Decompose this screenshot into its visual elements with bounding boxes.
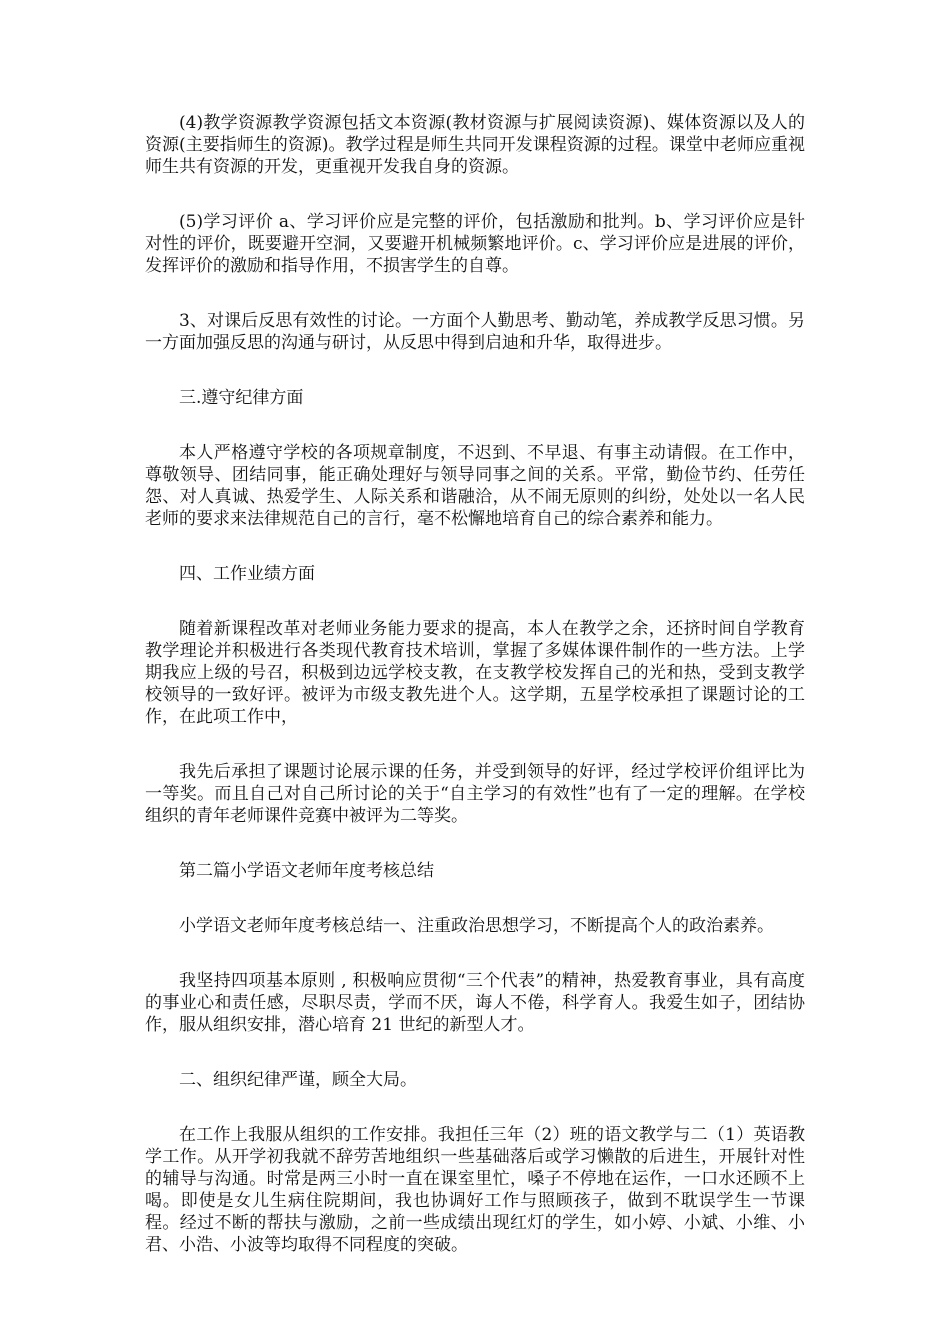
section-heading-organization: 二、组织纪律严谨，顾全大局。	[179, 1070, 417, 1090]
paragraph-work-arrangement: 在工作上我服从组织的工作安排。我担任三年（2）班的语文教学与二（1）英语教学工作。从开学初我就不辞劳苦地组织一些基础落后或学习懒散的后进生，开展针对性的辅导与沟通。时常是两三小时一直在课室里忙，嗓子不停地在运作，一口水还顾不上喝。即使是女儿生病住院期间，我也协调好工作与照顾孩子，做到不耽误学生一节课程。经过不断的帮扶与激励，之前一些成绩出现红灯的学生，如小婷、小斌、小维、小君、小浩、小波等均取得不同程度的突破。	[145, 1125, 805, 1255]
paragraph-reflection: 3、对课后反思有效性的讨论。一方面个人勤思考、勤动笔，养成教学反思习惯。另一方面加强反思的沟通与研讨，从反思中得到启迪和升华，取得进步。	[145, 311, 805, 353]
document-body	[145, 112, 805, 1289]
paragraph-principles: 我坚持四项基本原则 , 积极响应贯彻“三个代表”的精神，热爱教育事业，具有高度的事业心和责任感，尽职尽责，学而不厌，诲人不倦，科学育人。我爱生如子，团结协作，服从组织安排，潜心培育 21 世纪的新型人才。	[145, 971, 805, 1035]
section-heading-second-article: 第二篇小学语文老师年度考核总结	[179, 861, 434, 881]
section-heading-discipline: 三.遵守纪律方面	[179, 388, 304, 408]
paragraph-performance: 随着新课程改革对老师业务能力要求的提高，本人在教学之余，还挤时间自学教育教学理论并积极进行各类现代教育技术培训，掌握了多媒体课件制作的一些方法。上学期我应上级的号召，积极到边远学校支教，在支教学校发挥自己的光和热，受到支教学校领导的一致好评。被评为市级支教先进个人。这学期，五星学校承担了课题讨论的工作，在此项工作中，	[145, 619, 805, 727]
paragraph-awards: 我先后承担了课题讨论展示课的任务，并受到领导的好评，经过学校评价组评比为一等奖。而且自己对自己所讨论的关于“自主学习的有效性”也有了一定的理解。在学校组织的青年老师课件竞赛中被评为二等奖。	[145, 762, 805, 826]
paragraph-political-study: 小学语文老师年度考核总结一、注重政治思想学习，不断提高个人的政治素养。	[179, 916, 774, 936]
section-heading-performance: 四、工作业绩方面	[179, 564, 315, 584]
paragraph-teaching-resources: (4)教学资源教学资源包括文本资源(教材资源与扩展阅读资源)、媒体资源以及人的资源(主要指师生的资源)。教学过程是师生共同开发课程资源的过程。课堂中老师应重视师生共有资源的开发，更重视开发我自身的资源。	[145, 113, 805, 177]
paragraph-learning-evaluation: (5)学习评价 a、学习评价应是完整的评价，包括激励和批判。b、学习评价应是针对性的评价，既要避开空洞，又要避开机械频繁地评价。c、学习评价应是进展的评价，发挥评价的激励和指导作用，不损害学生的自尊。	[145, 212, 805, 276]
paragraph-discipline: 本人严格遵守学校的各项规章制度，不迟到、不早退、有事主动请假。在工作中，尊敬领导、团结同事，能正确处理好与领导同事之间的关系。平常，勤俭节约、任劳任怨、对人真诚、热爱学生、人际关系和谐融洽，从不闹无原则的纠纷，处处以一名人民老师的要求来法律规范自己的言行，毫不松懈地培育自己的综合素养和能力。	[145, 443, 805, 529]
